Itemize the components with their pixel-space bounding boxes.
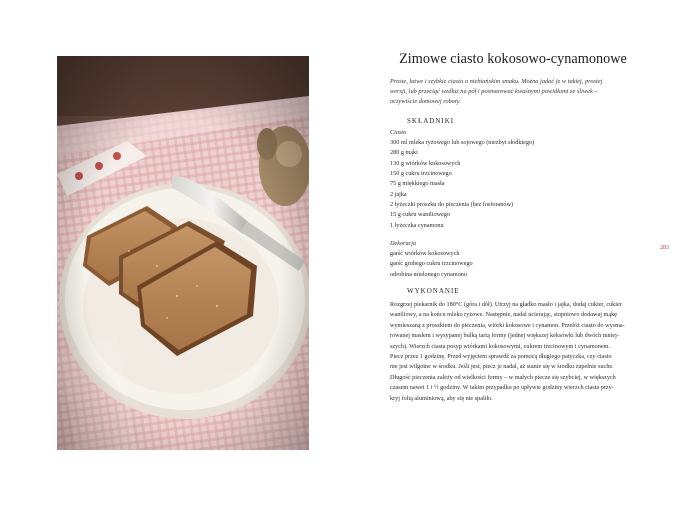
ingredient-item: 2 łyżeczki proszku do pieczenia (bez fosforanów) [390,201,514,209]
ingredient-item: 150 g cukru trzcinowego [390,170,452,178]
cake-ingredients-list [390,138,590,231]
instruction-line: Rozgrzej piekarnik do 180°C (góra i dół). Utrzyj na gładko masło i jajka, dodaj cukier, cukier [390,301,622,308]
ingredient-item: 2 jajka [390,190,407,198]
instruction-line: Piecz przez 1 godzinę. Przed wyjęciem sprawdź za pomocą długiego patyczka, czy ciasto [390,353,612,361]
instruction-line: nie jest wilgotne w środku. Jeśli jest, piecz je nadal, aż stanie się w środku zupełnie suche. [390,363,614,371]
ingredient-item: 15 g cukru waniliowego [390,211,450,219]
instruction-line: waniliowy, a na końcu mleko ryżowe. Następnie, nadal ucierając, stopniowo dodawaj mąkę [390,311,617,319]
instruction-line: Długość pieczenia zależy od wielkości formy – w małych piecze się szybciej, w większych [390,373,616,381]
cake-subheading: Ciasto [390,129,407,136]
ingredients-heading: SKŁADNIKI [407,117,455,125]
instruction-line: szych). Wierzch ciasta posyp wiórkami kokosowymi, cukrem trzcinowym i cynamonem. [390,342,610,350]
ingredient-item: 300 ml mleka ryżowego lub sojowego (niezbyt słodkiego) [390,139,535,146]
recipe-intro [390,77,646,108]
instructions-text [390,300,648,404]
ingredient-item: 1 łyżeczka cynamonu [390,221,444,229]
ingredient-item: odrobina mielonego cynamonu [390,270,467,278]
instruction-line: rowanej masłem i wysypanej bułką tartą formy (jednej większej keksówki lub dwóch mniej- [390,332,619,340]
ingredient-item: garść grubego cukru trzcinowego [390,260,473,268]
decoration-ingredients-list [390,249,590,280]
ingredient-item: 130 g wiórków kokosowych [390,159,461,167]
ingredient-item: garść wiórków kokosowych [390,250,460,257]
intro-line: oczywiście domowej roboty. [390,98,461,106]
instructions-heading: WYKONANIE [407,287,460,295]
recipe-title: Zimowe ciasto kokosowo-cynamonowe [399,51,627,67]
decoration-subheading: Dekoracja [390,240,417,247]
page-number: 283 [660,245,669,251]
intro-line: Proste, łatwe i szybkie ciasto o niebiańskim smaku. Można jadać je w takiej, prostej [390,78,603,85]
instruction-line: kryj folią aluminiową, aby się nie spaliło. [390,394,493,402]
intro-line: wersji, lub przeciąć wzdłuż na pół i posmarować kwaśnymi powidłami ze śliwek – [390,88,598,96]
instruction-line: wymieszaną z proszkiem do pieczenia, wiórki kokosowe i cynamon. Przełóż ciasto do wysma- [390,321,625,329]
instruction-line: czasem nawet 1 i ½ godziny. W takim przypadku po upływie godziny wierzch ciasta przy- [390,384,614,392]
ingredient-item: 75 g miękkiego masła [390,180,445,188]
ingredient-item: 280 g mąki [390,149,418,157]
